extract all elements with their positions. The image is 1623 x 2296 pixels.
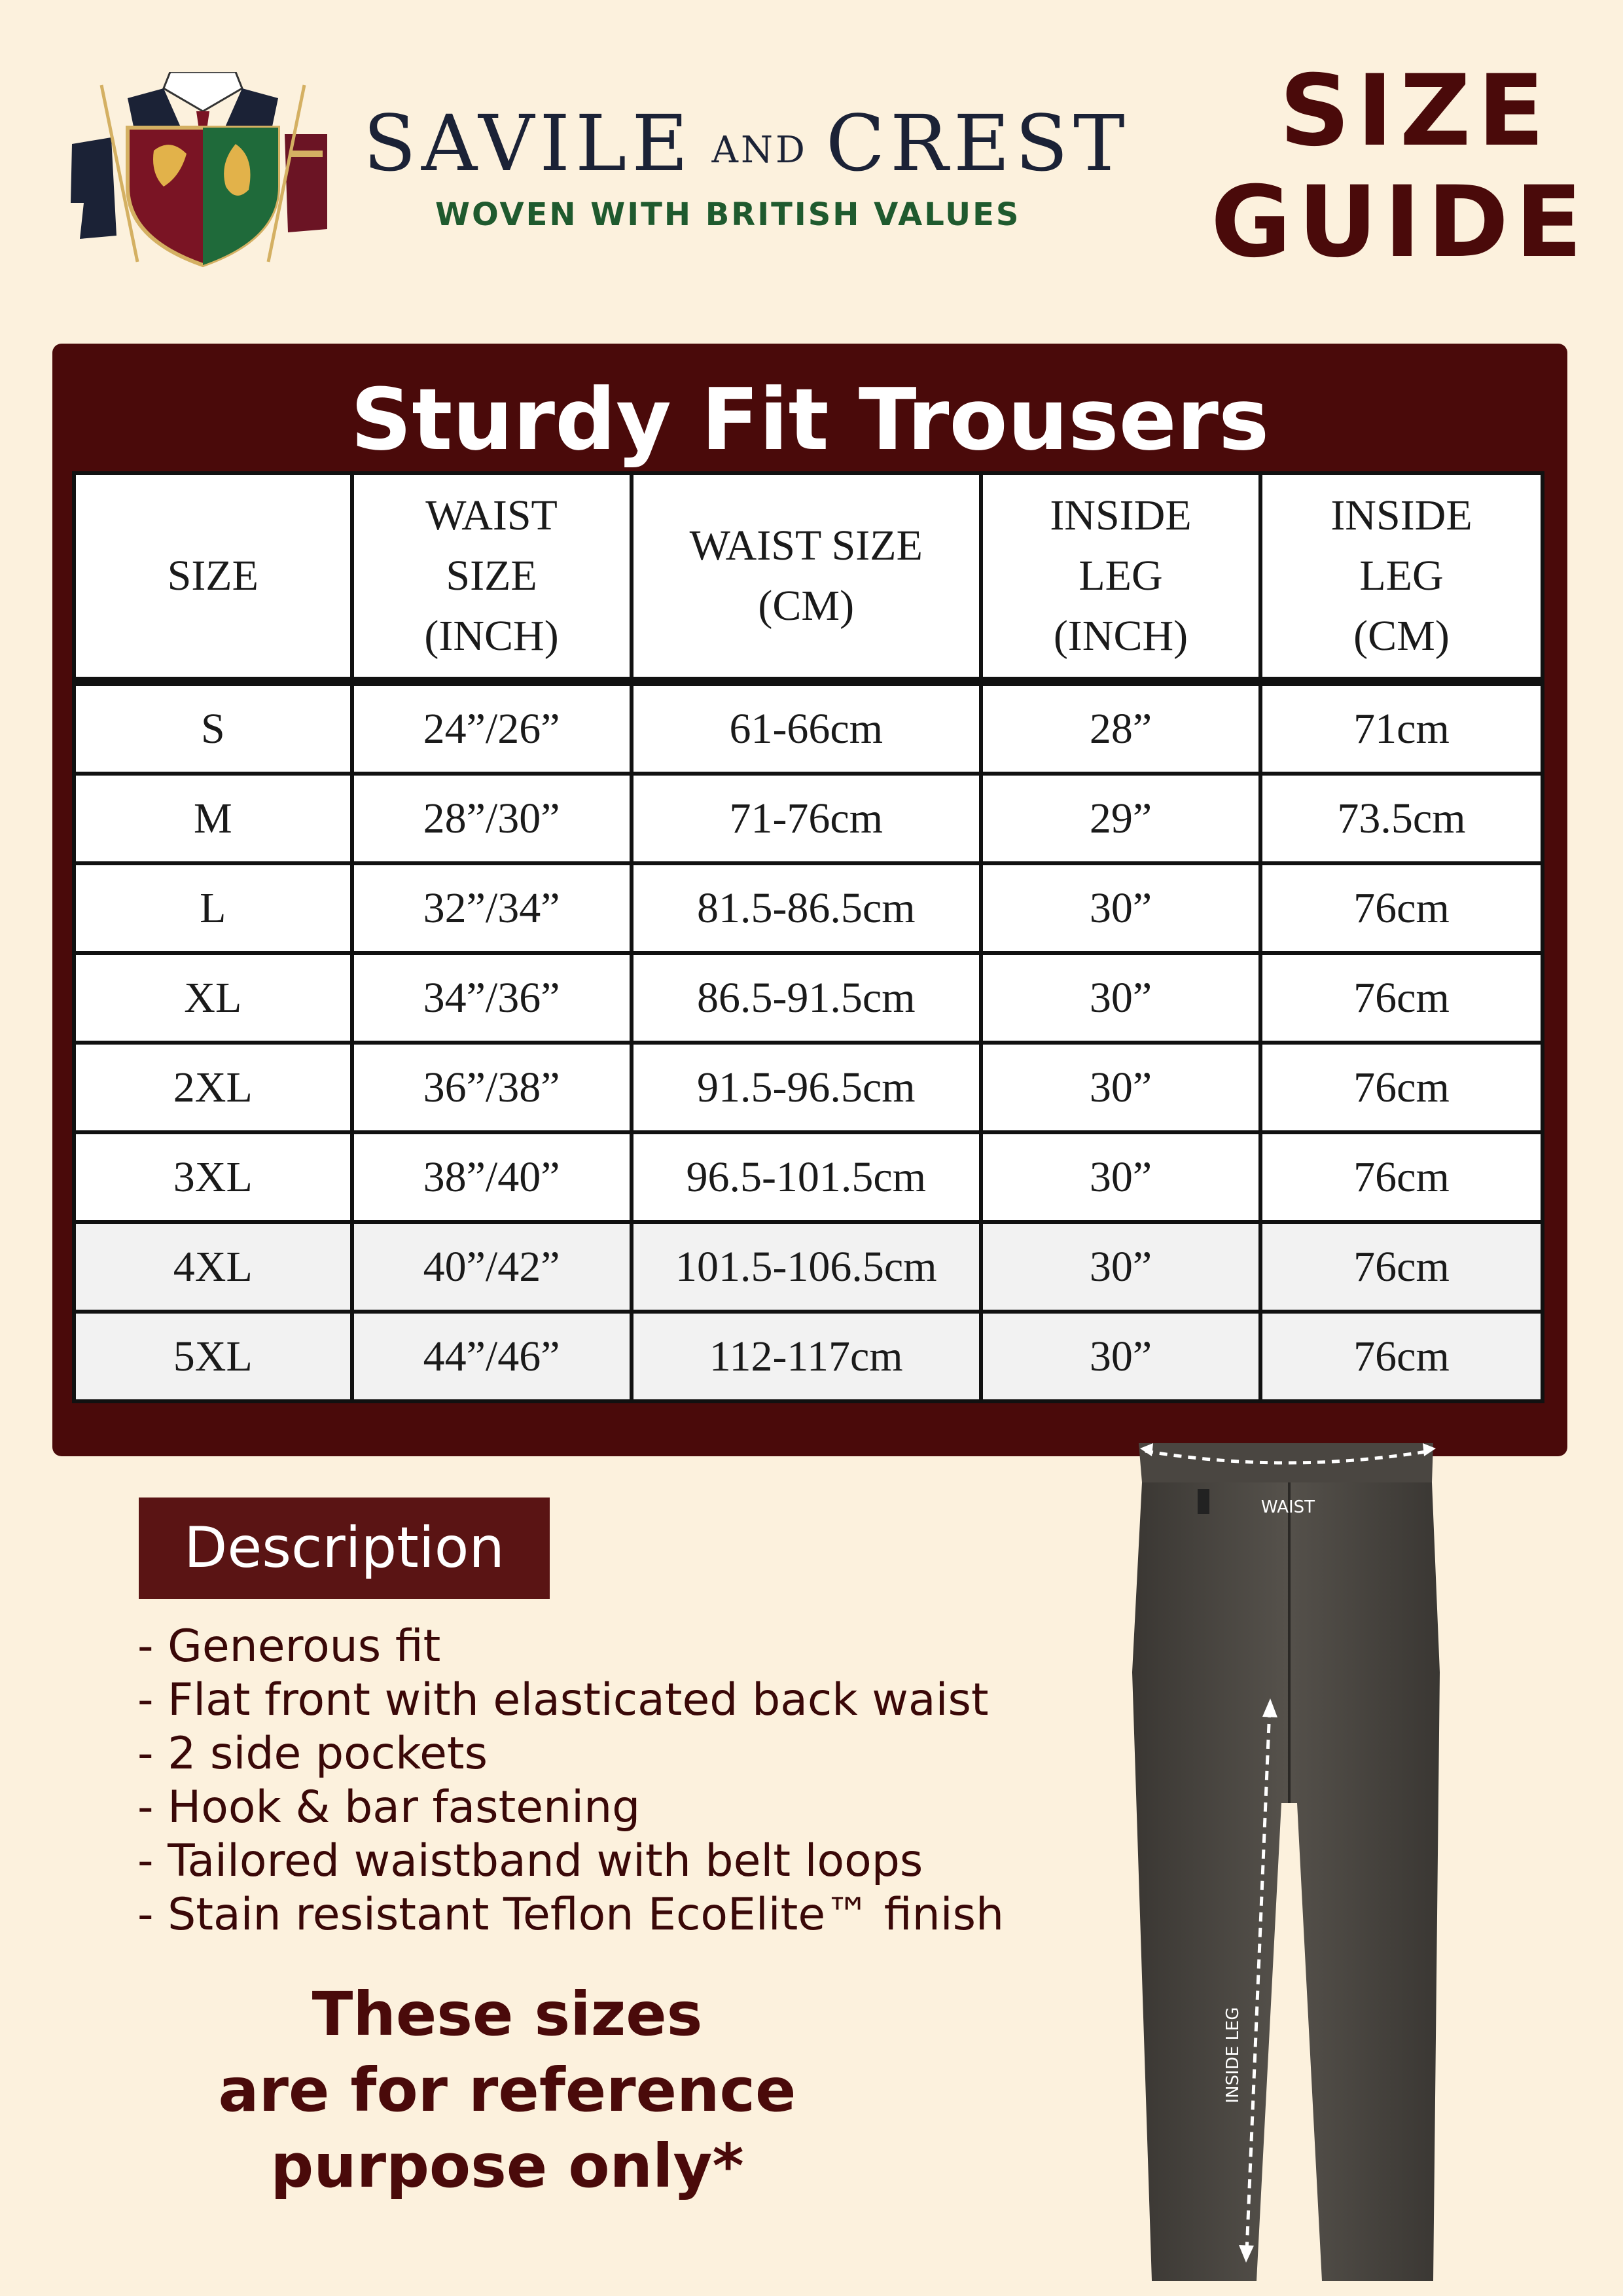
brand-name (363, 98, 1130, 188)
cell-inside-leg-cm: 76cm (1260, 1222, 1543, 1312)
cell-size: L (74, 863, 352, 953)
brand-name-and: AND (711, 129, 808, 171)
reference-note-line1: These sizes (312, 1979, 703, 2049)
cell-waist-cm: 101.5-106.5cm (632, 1222, 981, 1312)
cell-size: M (74, 774, 352, 863)
cell-waist-inch: 24”/26” (352, 681, 632, 774)
cell-inside-leg-inch: 28” (981, 681, 1260, 774)
cell-waist-cm: 91.5-96.5cm (632, 1043, 981, 1132)
cell-waist-inch: 32”/34” (352, 863, 632, 953)
cell-inside-leg-inch: 30” (981, 1043, 1260, 1132)
cell-inside-leg-cm: 76cm (1260, 1132, 1543, 1222)
table-row (74, 1132, 1543, 1222)
reference-note (177, 1977, 838, 2204)
cell-inside-leg-cm: 73.5cm (1260, 774, 1543, 863)
cell-waist-inch: 36”/38” (352, 1043, 632, 1132)
cell-inside-leg-cm: 76cm (1260, 863, 1543, 953)
table-row (74, 681, 1543, 774)
inside-leg-label: INSIDE LEG (1223, 2007, 1243, 2104)
size-table (72, 471, 1544, 1403)
cell-size: S (74, 681, 352, 774)
header-waist-cm: WAIST SIZE (CM) (632, 473, 981, 681)
header-inside-leg-cm: INSIDE LEG (CM) (1260, 473, 1543, 681)
cell-size: 2XL (74, 1043, 352, 1132)
brand-tagline: WOVEN WITH BRITISH VALUES (435, 196, 1021, 233)
feature-list (137, 1620, 1119, 1942)
reference-note-line3: purpose only* (270, 2131, 744, 2201)
waist-label: WAIST (1260, 1498, 1315, 1517)
cell-inside-leg-inch: 30” (981, 1312, 1260, 1401)
size-guide-line2: GUIDE (1211, 166, 1589, 279)
cell-inside-leg-inch: 30” (981, 1222, 1260, 1312)
product-title: Sturdy Fit Trousers (350, 370, 1270, 469)
header-waist-inch: WAIST SIZE (INCH) (352, 473, 632, 681)
table-row (74, 1312, 1543, 1401)
list-item: - Tailored waistband with belt loops (137, 1835, 1119, 1888)
cell-waist-inch: 38”/40” (352, 1132, 632, 1222)
cell-waist-cm: 71-76cm (632, 774, 981, 863)
cell-waist-cm: 112-117cm (632, 1312, 981, 1401)
cell-inside-leg-inch: 30” (981, 1132, 1260, 1222)
list-item: - Generous fit (137, 1620, 1119, 1674)
table-row (74, 953, 1543, 1043)
cell-waist-cm: 81.5-86.5cm (632, 863, 981, 953)
cell-waist-cm: 61-66cm (632, 681, 981, 774)
cell-size: 5XL (74, 1312, 352, 1401)
cell-waist-inch: 34”/36” (352, 953, 632, 1043)
size-table-header-row (74, 473, 1543, 681)
cell-size: 4XL (74, 1222, 352, 1312)
cell-inside-leg-inch: 30” (981, 953, 1260, 1043)
cell-inside-leg-cm: 76cm (1260, 953, 1543, 1043)
brand-name-part1: SAVILE (363, 98, 694, 188)
trousers-illustration (1126, 1437, 1453, 2287)
table-row (74, 1222, 1543, 1312)
table-row (74, 774, 1543, 863)
list-item: - Hook & bar fastening (137, 1781, 1119, 1835)
header-inside-leg-inch: INSIDE LEG (INCH) (981, 473, 1260, 681)
cell-inside-leg-cm: 76cm (1260, 1043, 1543, 1132)
cell-waist-inch: 40”/42” (352, 1222, 632, 1312)
size-guide-line1: SIZE (1279, 54, 1551, 168)
cell-waist-inch: 44”/46” (352, 1312, 632, 1401)
cell-waist-cm: 86.5-91.5cm (632, 953, 981, 1043)
table-row (74, 1043, 1543, 1132)
cell-waist-cm: 96.5-101.5cm (632, 1132, 981, 1222)
table-row (74, 863, 1543, 953)
cell-inside-leg-cm: 76cm (1260, 1312, 1543, 1401)
cell-inside-leg-inch: 29” (981, 774, 1260, 863)
brand-name-part2: CREST (825, 98, 1130, 188)
header-size: SIZE (74, 473, 352, 681)
list-item: - 2 side pockets (137, 1727, 1119, 1781)
size-guide-title (1211, 54, 1589, 279)
brand-crest-logo (65, 72, 340, 268)
list-item: - Stain resistant Teflon EcoElite™ finish (137, 1888, 1119, 1942)
cell-inside-leg-cm: 71cm (1260, 681, 1543, 774)
cell-size: XL (74, 953, 352, 1043)
cell-size: 3XL (74, 1132, 352, 1222)
description-heading: Description (139, 1498, 550, 1599)
cell-inside-leg-inch: 30” (981, 863, 1260, 953)
reference-note-line2: are for reference (218, 2055, 796, 2125)
list-item: - Flat front with elasticated back waist (137, 1674, 1119, 1727)
cell-waist-inch: 28”/30” (352, 774, 632, 863)
